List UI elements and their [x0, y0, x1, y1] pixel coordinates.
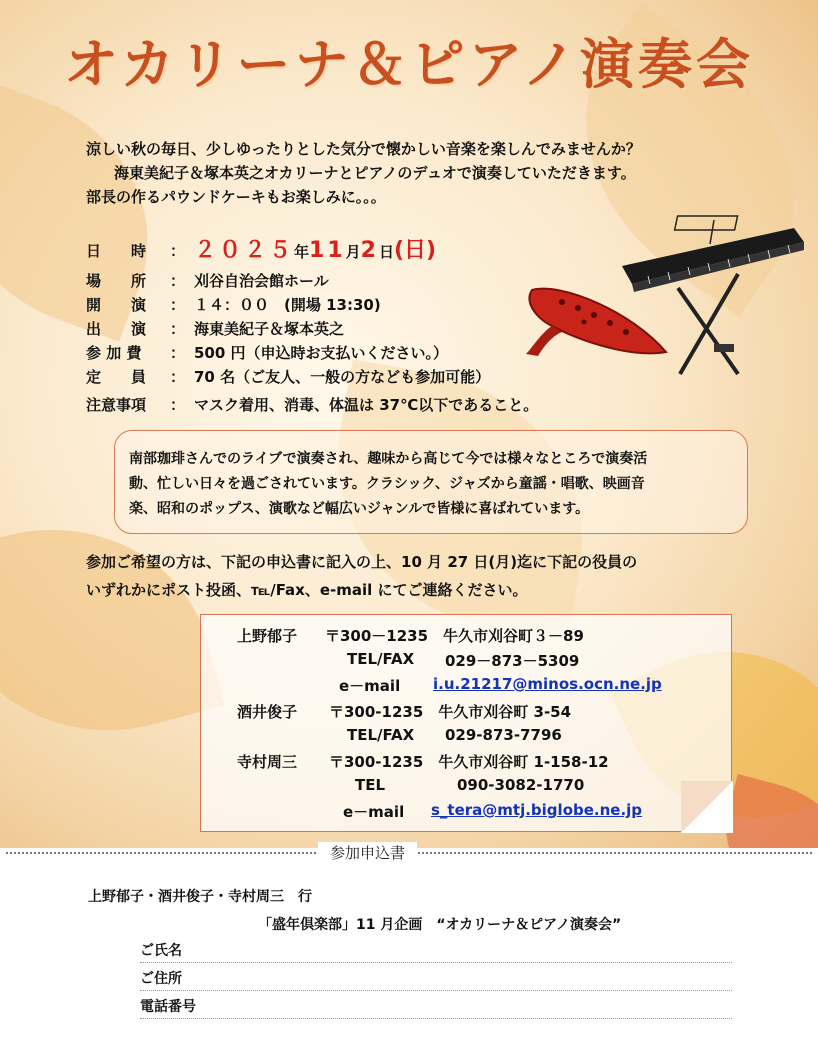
detail-separator: ： — [170, 272, 186, 290]
profile-line: 楽、昭和のポップス、演歌など幅広いジャンルで皆様に喜ばれています。 — [129, 501, 590, 517]
form-addressee: 上野郁子・酒井俊子・寺村周三 行 — [88, 889, 312, 905]
contact-address: 〒300-1235 牛久市刈谷町 3-54 — [329, 703, 572, 721]
contact-tel: 029－873－5309 — [445, 652, 580, 670]
profile-line: 南部珈琲さんでのライブで演奏され、趣味から高じて今では様々なところで演奏活 — [129, 451, 648, 467]
date-weekday: (日) — [394, 238, 437, 263]
date-year-unit: 年 — [294, 243, 310, 261]
contact-name: 酒井俊子 — [237, 703, 298, 721]
start-time: １４：００ — [194, 296, 270, 314]
detail-separator: ： — [170, 344, 186, 362]
form-event-name: 「盛年倶楽部」11 月企画 “オカリーナ＆ピアノ演奏会” — [258, 917, 622, 933]
detail-separator: ： — [170, 368, 186, 386]
date-year: ２０２５ — [194, 238, 295, 263]
date-month: 11 — [309, 238, 346, 263]
detail-label: 日 時 — [86, 242, 147, 260]
detail-value: 500 円（申込時お支払いください。） — [194, 344, 449, 362]
apply-line: いずれかにポスト投函、℡/Fax、e-mail にてご連絡ください。 — [86, 581, 528, 599]
detail-label: 開 演 — [86, 296, 147, 314]
detail-value: 海東美紀子＆塚本英之 — [194, 320, 345, 338]
contact-tel-label: TEL/FAX — [347, 726, 415, 744]
address-field-label: ご住所 — [140, 971, 182, 987]
detail-label: 注意事項 — [86, 396, 147, 414]
contact-box — [200, 614, 732, 832]
contact-email-link[interactable]: s_tera@mtj.biglobe.ne.jp — [431, 801, 643, 819]
contact-address: 〒300-1235 牛久市刈谷町 1-158-12 — [329, 753, 609, 771]
open-time: (開場 13:30) — [284, 296, 381, 314]
date-month-unit: 月 — [345, 243, 361, 261]
contact-mail-label: e－mail — [339, 677, 401, 695]
detail-label: 定 員 — [86, 368, 147, 386]
phone-field[interactable] — [140, 994, 732, 1019]
detail-value: 刈谷自治会館ホール — [194, 272, 329, 290]
address-field[interactable] — [140, 966, 732, 991]
phone-field-label: 電話番号 — [140, 999, 196, 1015]
detail-label: 場 所 — [86, 272, 147, 290]
contact-tel-label: TEL/FAX — [347, 650, 415, 668]
intro-text — [86, 137, 641, 209]
contact-email-link[interactable]: i.u.21217@minos.ocn.ne.jp — [433, 675, 662, 693]
ocarina-icon — [522, 282, 672, 362]
apply-line: 参加ご希望の方は、下記の申込書に記入の上、10 月 27 日(月)迄に下記の役員の — [86, 553, 638, 571]
detail-value — [194, 293, 381, 317]
contact-address: 〒300－1235 牛久市刈谷町３－89 — [325, 627, 584, 645]
contact-name: 上野郁子 — [237, 627, 298, 645]
contact-name: 寺村周三 — [237, 753, 298, 771]
detail-value: マスク着用、消毒、体温は 37℃以下であること。 — [194, 396, 539, 414]
contact-tel: 029-873-7796 — [445, 726, 562, 744]
detail-value — [194, 233, 436, 270]
contact-mail-label: e－mail — [343, 803, 405, 821]
detail-separator: ： — [170, 320, 186, 338]
detail-label: 参 加 費 — [86, 344, 142, 362]
detail-label: 出 演 — [86, 320, 147, 338]
page-title: オカリーナ＆ピアノ演奏会 — [63, 33, 755, 96]
name-field[interactable] — [140, 938, 732, 963]
date-day: 2 — [360, 238, 379, 263]
contact-tel-label: TEL — [355, 776, 386, 794]
contact-tel: 090-3082-1770 — [457, 776, 585, 794]
detail-separator: ： — [170, 242, 186, 260]
profile-line: 動、忙しい日々を過ごされています。クラシック、ジャズから童謡・唱歌、映画音 — [129, 476, 645, 492]
application-instructions — [86, 548, 637, 604]
performer-profile-box — [114, 430, 748, 534]
name-field-label: ご氏名 — [140, 943, 182, 959]
page-curl-decoration — [681, 781, 733, 833]
intro-line: 涼しい秋の毎日、少しゆったりとした気分で懐かしい音楽を楽しんでみませんか？ — [86, 140, 641, 158]
form-title: 参加申込書 — [318, 842, 417, 863]
date-day-unit: 日 — [378, 243, 394, 261]
intro-line: 部長の作るパウンドケーキもお楽しみに。。。 — [86, 188, 386, 206]
intro-line: 海東美紀子＆塚本英之オカリーナとピアノのデュオで演奏していただきます。 — [114, 164, 636, 182]
detail-value: 70 名（ご友人、一般の方なども参加可能） — [194, 368, 491, 386]
detail-separator: ： — [170, 396, 186, 414]
detail-separator: ： — [170, 296, 186, 314]
